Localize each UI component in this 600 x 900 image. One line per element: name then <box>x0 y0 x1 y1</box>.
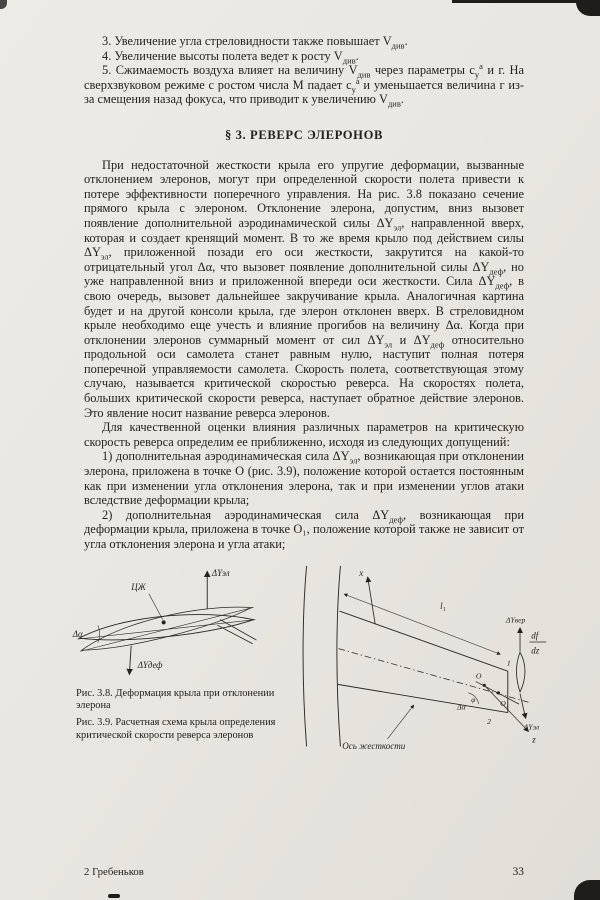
assumption-item-1: 1) дополнительная аэродинамическая сила $\Delta Y_{эл}$, возникающая при отклонении элерона, приложена в точке О (рис. 3.9), положение которой остается постоянным как при изменении угла отклонения элерона, так и при изменении углов атаки вследствие деформации крыла; <box>84 449 524 508</box>
printer-signature: 2 Гребеньков <box>84 866 144 879</box>
fig39-label-dz: dz <box>531 644 540 655</box>
body-paragraph: При недостаточной жесткости крыла его упругие деформации, вызванные отклонением элеронов, могут при определенной скорости полета привести к потере эффективности поперечного управления. На рис. 3.8 показано сечение прямого крыла с элероном. Отклонение элерона, допустим, вниз вызовет появление дополнительной аэродинамической силы $\Delta Y_{эл}$, направленной вверх, которая и создает кренящий момент. В то же время крыло под действием силы $\Delta Y_{эл}$, приложенной позади его оси жесткости, закрутится на какой-то отрицательный угол Δα, что вызовет появление дополнительной силы $\Delta Y_{деф}$, но уже направленной вниз и приложенной впереди оси жесткости. Сила $\Delta Y_{деф}$, в свою очередь, вызовет дальнейшее закручивание крыла. Аналогичная картина будет и на другой консоли крыла, где элерон отклонен вверх. В стреловидном крыле необходимо еще учесть и влияние прогибов на величину Δα. Когда при отклонении элеронов суммарный момент от сил $\Delta Y_{эл}$ и $\Delta Y_{деф}$ относительно продольной оси самолета станет равным нулю, наступит полная потеря поперечной управляемости самолета. Скорость полета, соответствующая этому случаю, называется критической скоростью реверса. На скоростях полета, больших критической скорости реверса, наступает обратное действие элеронов. Это явление носит название реверса элеронов. <box>84 157 524 420</box>
wing-section-diagram <box>70 562 274 681</box>
fig38-label-dy-el-icon: ΔYэл <box>211 567 230 578</box>
fig39-label-dalpha: Δα <box>457 702 466 712</box>
fig39-label-stiffness-axis: Ось жесткости <box>342 740 406 751</box>
figure-3-9-block <box>278 562 552 755</box>
fig39-label-phi: φ <box>471 694 476 704</box>
list-item-5: 5. Сжимаемость воздуха влияет на величину $V_{див}$ через параметры $с_у^а$ и г. На сверхзвуковом режиме с ростом числа М падает $с_у^а$ и уменьшается величина г из-за смещения назад фокуса, что приводит к увеличению $V_{див}$. <box>84 61 524 109</box>
page-number: 33 <box>512 866 524 879</box>
fig39-label-dy-el: ΔYэл <box>523 722 540 732</box>
fig38-label-dy-def: ΔYдеф <box>137 659 163 670</box>
list-item-4: 4. Увеличение высоты полета ведет к росту $V_{див}$. <box>102 48 359 66</box>
body-paragraph: Для качественной оценки влияния различных параметров на критическую скорость реверса определим ее приближенно, исходя из следующих допущений: <box>84 420 524 449</box>
figure-3-8-block <box>70 562 278 743</box>
fig39-label-2: 2 <box>487 716 491 726</box>
list-item-3: 3. Увеличение угла стреловидности также повышает $V_{див}$. <box>102 34 408 51</box>
section-heading: § 3. РЕВЕРС ЭЛЕРОНОВ <box>225 127 383 142</box>
fig39-label-df: df <box>531 629 539 640</box>
fig39-label-x: x <box>359 567 364 578</box>
figure-3-9-caption: Рис. 3.9. Расчетная схема крыла определения критической скорости реверса элеронов <box>76 717 276 741</box>
scan-artifact <box>108 894 120 898</box>
figures-row <box>70 562 546 755</box>
page-footer <box>84 865 524 880</box>
fig39-label-o1: О₁ <box>500 698 509 708</box>
swept-wing-scheme-diagram <box>284 562 552 755</box>
fig38-label-dalpha: Δα <box>72 628 83 639</box>
fig39-label-l: l₁ <box>440 600 446 611</box>
assumption-item-2: 2) дополнительная аэродинамическая сила $\Delta Y_{деф}$, возникающая при деформации крыла, приложена в точке О₁, положение которой также не зависит от угла отклонения элерона и угла атаки; <box>84 507 524 551</box>
figure-3-8-caption: Рис. 3.8. Деформация крыла при отклонении элерона <box>76 687 275 711</box>
fig38-label-czh: ЦЖ <box>131 581 146 592</box>
fig39-label-o: О <box>475 671 482 681</box>
fig39-label-z: z <box>532 734 536 745</box>
fig39-label-1: 1 <box>506 658 511 668</box>
fig39-label-dy-ver: ΔYвер <box>505 614 526 624</box>
